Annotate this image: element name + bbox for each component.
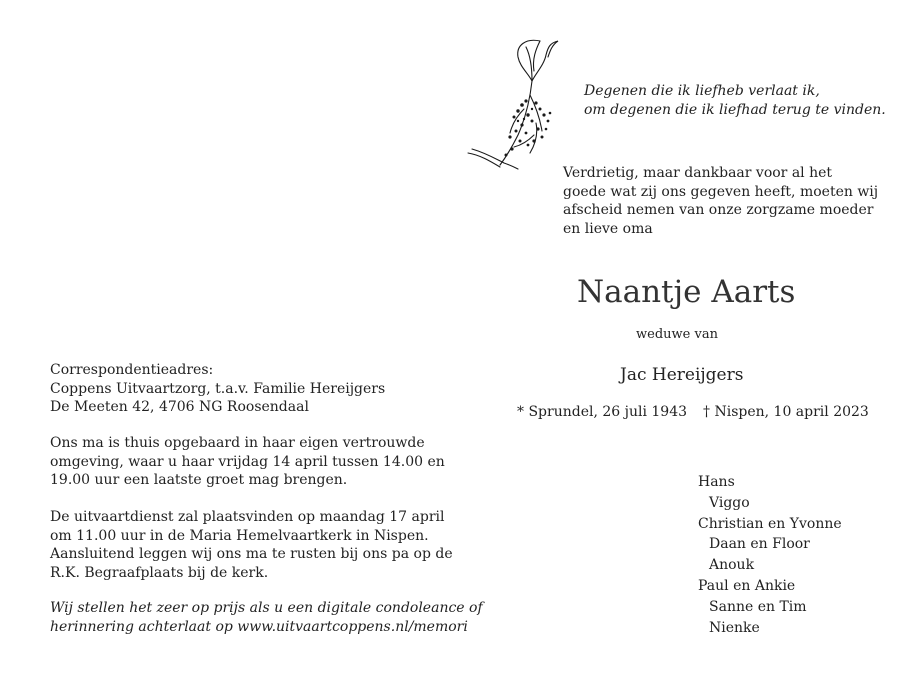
viewing-line: Ons ma is thuis opgebaard in haar eigen vertrouwde	[50, 435, 425, 451]
calla-lily-drawing-icon	[466, 37, 562, 172]
family-list	[698, 472, 842, 638]
poem	[584, 82, 886, 119]
correspondence-line: De Meeten 42, 4706 NG Roosendaal	[50, 399, 309, 415]
family-member: Hans	[698, 474, 735, 490]
intro-line: afscheid nemen van onze zorgzame moeder	[563, 202, 874, 218]
family-member: Anouk	[709, 557, 755, 574]
viewing-line: omgeving, waar u haar vrijdag 14 april tussen 14.00 en	[50, 453, 445, 470]
intro-line: goede wat zij ons gegeven heeft, moeten wij	[563, 183, 879, 200]
correspondence-line: Coppens Uitvaartzorg, t.a.v. Familie Hereijgers	[50, 380, 386, 397]
family-member: Daan en Floor	[709, 536, 810, 553]
family-member: Viggo	[709, 494, 750, 511]
family-member: Christian en Yvonne	[698, 515, 842, 532]
service-paragraph	[50, 508, 453, 582]
deceased-name: Naantje Aarts	[577, 274, 796, 310]
family-member: Paul en Ankie	[698, 577, 796, 594]
correspondence-line: Correspondentieadres:	[50, 362, 214, 378]
poem-line: Degenen die ik liefheb verlaat ik,	[584, 83, 820, 99]
viewing-paragraph	[50, 434, 445, 490]
condolence-line: Wij stellen het zeer op prijs als u een digitale condoleance of	[50, 600, 483, 616]
condolence-line: herinnering achterlaat op www.uitvaartcoppens.nl/memori	[50, 618, 468, 635]
service-line: R.K. Begraafplaats bij de kerk.	[50, 564, 269, 581]
birth-date: * Sprundel, 26 juli 1943	[517, 404, 688, 420]
service-line: om 11.00 uur in de Maria Hemelvaartkerk in Nispen.	[50, 527, 429, 544]
family-member: Nienke	[709, 619, 760, 636]
viewing-line: 19.00 uur een laatste groet mag brengen.	[50, 472, 348, 488]
intro-text	[563, 164, 878, 238]
husband-name: Jac Hereijgers	[620, 365, 744, 385]
poem-line: om degenen die ik liefhad terug te vinden.	[584, 101, 886, 118]
widow-of-label: weduwe van	[636, 327, 718, 342]
life-dates	[517, 404, 869, 420]
condolence-note	[50, 599, 483, 636]
service-line: De uitvaartdienst zal plaatsvinden op maandag 17 april	[50, 509, 445, 525]
intro-line: Verdrietig, maar dankbaar voor al het	[563, 165, 833, 181]
death-date: † Nispen, 10 april 2023	[703, 404, 869, 420]
service-line: Aansluitend leggen wij ons ma te rusten bij ons pa op de	[50, 546, 453, 562]
intro-line: en lieve oma	[563, 220, 653, 237]
correspondence-address	[50, 361, 385, 417]
family-member: Sanne en Tim	[709, 598, 807, 615]
